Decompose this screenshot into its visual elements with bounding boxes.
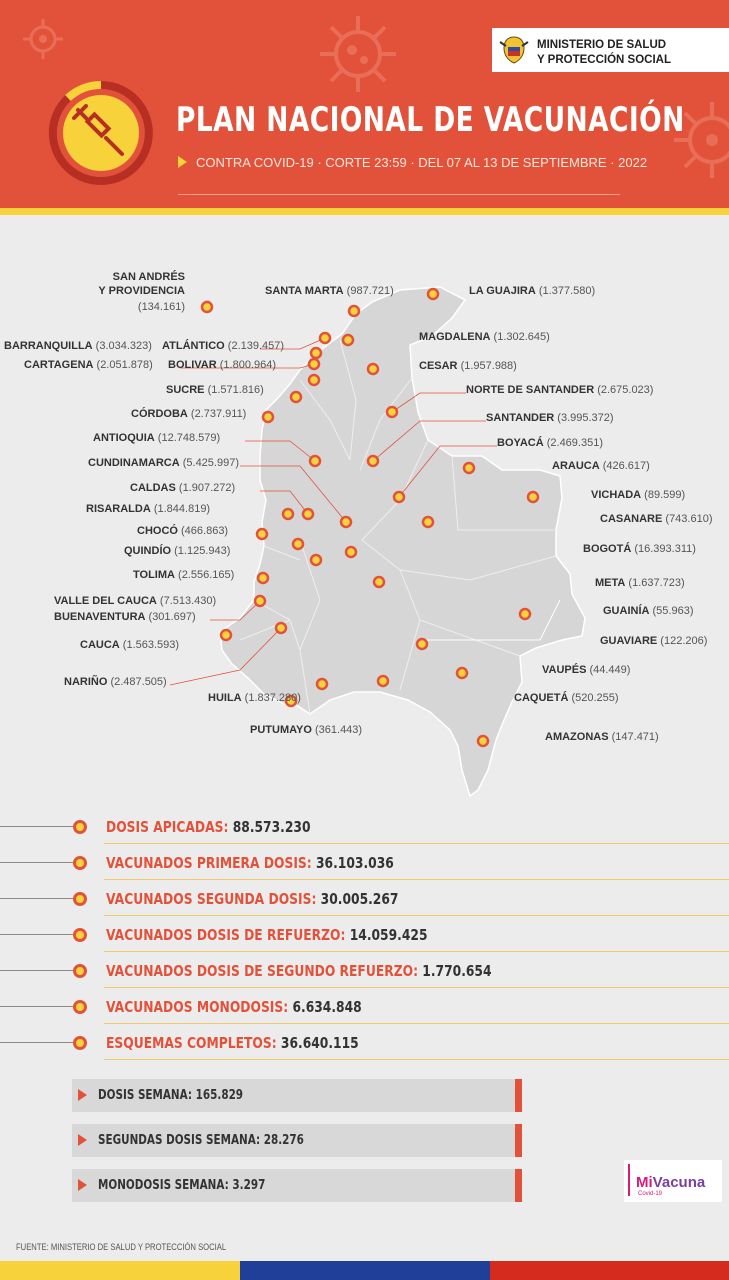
region-marker xyxy=(257,529,267,539)
region-value: (3.034.323) xyxy=(92,340,152,352)
logo-mi: Mi xyxy=(636,1174,653,1191)
region-name: CAQUETÁ xyxy=(514,692,569,704)
stat-value: 30.005.267 xyxy=(320,890,399,908)
region-marker xyxy=(387,407,397,417)
region-name: BOYACÁ xyxy=(497,437,544,449)
region-label xyxy=(250,724,362,736)
region-name: PUTUMAYO xyxy=(250,724,312,736)
region-name: BOGOTÁ xyxy=(583,543,632,555)
region-marker xyxy=(291,392,301,402)
region-value: (2.737.911) xyxy=(187,408,247,420)
region-marker xyxy=(457,668,467,678)
region-marker xyxy=(310,456,320,466)
region-label xyxy=(466,384,653,396)
region-name: NORTE DE SANTANDER xyxy=(466,384,595,396)
flag-stripe xyxy=(0,1261,729,1280)
region-marker xyxy=(428,289,438,299)
region-name: CHOCÓ xyxy=(137,525,178,537)
weekly-arrow-icon xyxy=(78,1134,87,1146)
stat-value: 88.573.230 xyxy=(232,818,311,836)
virus-icon xyxy=(318,14,398,99)
region-value: (426.617) xyxy=(599,460,650,472)
ministry-name xyxy=(537,38,671,68)
map-svg xyxy=(0,230,729,810)
weekly-label: DOSIS SEMANA: xyxy=(98,1088,193,1103)
region-name: CASANARE xyxy=(600,513,663,525)
region-value: (147.471) xyxy=(608,731,659,743)
region-name: BARRANQUILLA xyxy=(4,340,93,352)
region-value: (2.469.351) xyxy=(543,437,603,449)
region-name: AMAZONAS xyxy=(545,731,609,743)
stat-value: 36.103.036 xyxy=(315,854,394,872)
region-label xyxy=(469,285,595,297)
region-name: CUNDINAMARCA xyxy=(88,457,180,469)
stat-row xyxy=(0,844,729,880)
region-value: (55.963) xyxy=(649,605,694,617)
stat-label: VACUNADOS PRIMERA DOSIS: xyxy=(106,854,312,872)
region-label xyxy=(497,436,603,449)
region-label xyxy=(603,604,693,617)
region-label xyxy=(595,577,685,589)
region-label xyxy=(137,524,228,537)
region-marker xyxy=(341,517,351,527)
region-value: (2.139.457) xyxy=(224,340,285,352)
region-label xyxy=(419,360,517,372)
region-label xyxy=(583,542,696,555)
region-value: (2.487.505) xyxy=(107,676,167,688)
stat-row xyxy=(0,808,729,844)
region-label xyxy=(419,331,550,343)
region-label xyxy=(545,731,659,743)
region-marker xyxy=(255,596,265,606)
region-value: (12.748.579) xyxy=(154,432,221,444)
header-banner xyxy=(0,0,729,208)
region-name: CAUCA xyxy=(80,639,120,651)
region-label xyxy=(86,503,210,515)
stat-row xyxy=(0,952,729,988)
region-marker xyxy=(293,539,303,549)
weekly-label: MONODOSIS SEMANA: xyxy=(98,1178,229,1193)
region-label xyxy=(265,285,394,297)
region-value: (2.675.023) xyxy=(594,384,654,396)
page-title: PLAN NACIONAL DE VACUNACIÓN xyxy=(176,100,685,140)
weekly-bar xyxy=(72,1124,522,1157)
flag-red xyxy=(490,1261,729,1280)
region-value: (44.449) xyxy=(586,664,631,676)
region-marker xyxy=(368,364,378,374)
region-marker xyxy=(368,456,378,466)
region-marker xyxy=(311,348,321,358)
region-label xyxy=(552,460,650,472)
weekly-value: 3.297 xyxy=(232,1178,266,1193)
region-label xyxy=(162,339,284,352)
stat-marker xyxy=(73,1036,87,1050)
region-marker xyxy=(263,412,273,422)
stat-label: VACUNADOS MONODOSIS: xyxy=(106,998,289,1016)
region-name: CARTAGENA xyxy=(24,359,94,371)
region-name: SANTANDER xyxy=(486,412,555,424)
region-name: SUCRE xyxy=(166,384,205,396)
region-value: (1.907.272) xyxy=(175,482,236,494)
stat-marker xyxy=(73,928,87,942)
stat-label: DOSIS APICADAS: xyxy=(106,818,229,836)
region-marker xyxy=(309,359,319,369)
stat-label: VACUNADOS SEGUNDA DOSIS: xyxy=(106,890,317,908)
region-marker xyxy=(311,555,321,565)
region-value: (1.957.988) xyxy=(457,360,517,372)
coat-of-arms-icon xyxy=(497,34,531,71)
region-name-2: Y PROVIDENCIA xyxy=(98,285,185,297)
region-name: MAGDALENA xyxy=(419,331,491,343)
stat-label: VACUNADOS DOSIS DE REFUERZO: xyxy=(106,926,346,944)
region-name: GUAVIARE xyxy=(600,635,658,647)
region-marker xyxy=(320,333,330,343)
stat-row xyxy=(0,880,729,916)
region-value: (1.844.819) xyxy=(150,503,211,515)
page-subtitle: CONTRA COVID-19 · CORTE 23:59 · DEL 07 AL 13 DE SEPTIEMBRE · 2022 xyxy=(196,155,648,170)
weekly-bar xyxy=(72,1169,522,1202)
region-label xyxy=(168,359,276,371)
region-value: (1.837.280) xyxy=(241,692,301,704)
ministry-logo xyxy=(489,28,729,72)
region-name: NARIÑO xyxy=(64,676,108,688)
stat-row xyxy=(0,916,729,952)
region-name: CESAR xyxy=(419,360,458,372)
region-value: (1.125.943) xyxy=(171,545,231,557)
virus-icon xyxy=(22,18,64,65)
region-marker xyxy=(378,676,388,686)
region-marker xyxy=(374,577,384,587)
region-value: (1.302.645) xyxy=(490,331,550,343)
region-label xyxy=(24,359,153,371)
region-value: (2.556.165) xyxy=(174,569,235,581)
region-name: QUINDÍO xyxy=(124,545,172,557)
stat-value: 6.634.848 xyxy=(292,998,362,1016)
region-name: CALDAS xyxy=(130,482,176,494)
region-value: (7.513.430) xyxy=(156,595,217,607)
region-value: (89.599) xyxy=(641,489,686,501)
stat-value: 36.640.115 xyxy=(280,1034,359,1052)
region-value: (520.255) xyxy=(568,692,619,704)
mivacuna-logo xyxy=(624,1160,722,1202)
region-marker xyxy=(349,306,359,316)
stat-value: 14.059.425 xyxy=(349,926,428,944)
logo-sub: Covid-19 xyxy=(638,1191,663,1197)
region-value: (16.393.311) xyxy=(631,543,696,555)
region-marker xyxy=(283,509,293,519)
region-label xyxy=(131,407,246,420)
region-value: (1.377.580) xyxy=(535,285,596,297)
region-label xyxy=(591,489,685,501)
region-name: ANTIOQUIA xyxy=(93,432,155,444)
stat-value: 1.770.654 xyxy=(422,962,492,980)
region-marker xyxy=(317,679,327,689)
ministry-line2: Y PROTECCIÓN SOCIAL xyxy=(537,54,671,66)
stat-marker xyxy=(73,964,87,978)
subtitle-arrow-icon xyxy=(178,156,187,168)
stat-marker xyxy=(73,820,87,834)
region-name: ARAUCA xyxy=(552,460,600,472)
region-label xyxy=(130,482,235,494)
region-marker xyxy=(423,517,433,527)
title-divider xyxy=(178,194,620,195)
region-value: (1.571.816) xyxy=(204,384,264,396)
region-label xyxy=(486,412,614,424)
weekly-value: 165.829 xyxy=(195,1088,244,1103)
region-label xyxy=(93,432,220,444)
stat-label: VACUNADOS DOSIS DE SEGUNDO REFUERZO: xyxy=(106,962,418,980)
region-label xyxy=(600,635,707,647)
region-marker xyxy=(346,547,356,557)
region-name: CÓRDOBA xyxy=(131,408,188,420)
region-marker xyxy=(276,623,286,633)
region-label xyxy=(4,340,152,352)
region-label xyxy=(600,513,713,525)
region-value: (3.995.372) xyxy=(554,412,614,424)
colombia-map xyxy=(0,230,729,810)
region-value: (1.637.723) xyxy=(625,577,685,589)
region-label xyxy=(54,611,196,623)
region-name: VICHADA xyxy=(591,489,642,501)
source-note: FUENTE: MINISTERIO DE SALUD Y PROTECCIÓN SOCIAL xyxy=(16,1242,227,1252)
region-value: (743.610) xyxy=(662,513,713,525)
logo-vacuna: Vacuna xyxy=(652,1174,706,1191)
header-stripe xyxy=(0,208,729,215)
region-label xyxy=(98,270,185,313)
region-name: META xyxy=(595,577,626,589)
region-name: BOLIVAR xyxy=(168,359,217,371)
syringe-badge xyxy=(48,80,154,191)
region-marker xyxy=(343,335,353,345)
stat-marker xyxy=(73,856,87,870)
flag-blue xyxy=(240,1261,490,1280)
stat-marker xyxy=(73,1000,87,1014)
region-name: TOLIMA xyxy=(133,569,175,581)
region-value: (1.563.593) xyxy=(119,639,180,651)
region-value: (466.863) xyxy=(177,525,229,537)
region-name: ATLÁNTICO xyxy=(162,340,225,352)
region-label xyxy=(64,675,167,688)
region-name: RISARALDA xyxy=(86,503,151,515)
region-name: HUILA xyxy=(208,692,242,704)
stat-row xyxy=(0,1024,729,1060)
region-label xyxy=(542,663,630,676)
region-name: LA GUAJIRA xyxy=(469,285,536,297)
weekly-arrow-icon xyxy=(78,1089,87,1101)
region-label xyxy=(208,692,301,704)
stats-list xyxy=(0,808,729,1060)
region-label xyxy=(133,569,234,581)
region-value: (361.443) xyxy=(311,724,363,736)
region-label xyxy=(80,639,179,651)
weekly-arrow-icon xyxy=(78,1179,87,1191)
ministry-line1: MINISTERIO DE SALUD xyxy=(537,39,667,51)
region-value: (1.800.964) xyxy=(216,359,277,371)
region-marker xyxy=(221,630,231,640)
weekly-value: 28.276 xyxy=(263,1133,304,1148)
region-label xyxy=(88,457,239,469)
weekly-label: SEGUNDAS DOSIS SEMANA: xyxy=(98,1133,261,1148)
region-value: (987.721) xyxy=(343,285,394,297)
stat-marker xyxy=(73,892,87,906)
stat-row xyxy=(0,988,729,1024)
region-value: (2.051.878) xyxy=(93,359,153,371)
region-value: (122.206) xyxy=(657,635,708,647)
region-marker xyxy=(394,492,404,502)
ministry-accent-bar xyxy=(489,28,492,72)
region-marker xyxy=(464,463,474,473)
region-value: (301.697) xyxy=(145,611,196,623)
region-label xyxy=(514,691,619,704)
region-name: SAN ANDRÉS xyxy=(112,271,185,283)
flag-yellow xyxy=(0,1261,240,1280)
region-marker xyxy=(520,609,530,619)
region-marker xyxy=(478,736,488,746)
region-name: SANTA MARTA xyxy=(265,285,344,297)
region-marker xyxy=(309,375,319,385)
stat-label: ESQUEMAS COMPLETOS: xyxy=(106,1034,277,1052)
region-label xyxy=(124,544,230,557)
region-name: GUAINÍA xyxy=(603,605,650,617)
region-marker xyxy=(258,573,268,583)
region-label xyxy=(166,384,264,396)
region-marker xyxy=(528,492,538,502)
region-marker xyxy=(417,639,427,649)
weekly-bar xyxy=(72,1079,522,1112)
region-marker xyxy=(202,302,212,312)
region-value: (5.425.997) xyxy=(179,457,239,469)
region-name: BUENAVENTURA xyxy=(54,611,146,623)
region-value: (134.161) xyxy=(137,301,185,313)
region-label xyxy=(54,595,216,607)
region-name: VALLE DEL CAUCA xyxy=(54,595,157,607)
region-marker xyxy=(303,509,313,519)
region-name: VAUPÉS xyxy=(542,664,587,676)
